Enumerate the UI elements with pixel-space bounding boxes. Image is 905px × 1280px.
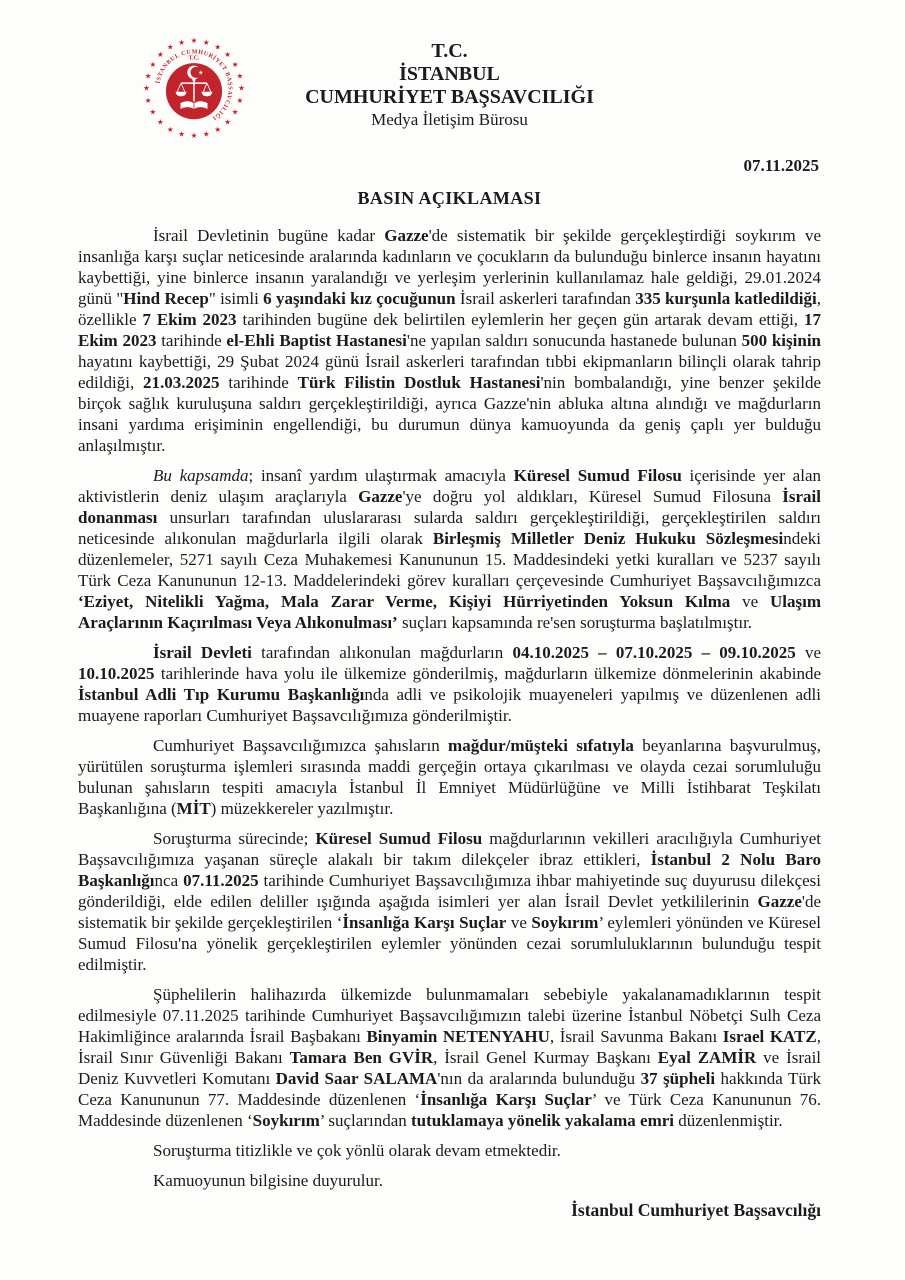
emphasis-text: Soykırım	[531, 913, 599, 932]
emphasis-text: Soykırım	[252, 1111, 320, 1130]
emphasis-text: Tamara Ben GVİR	[289, 1048, 434, 1067]
emphasis-text: MİT	[176, 799, 211, 818]
emphasis-text: Israel KATZ	[722, 1027, 817, 1046]
emphasis-text: ‘Eziyet, Nitelikli Yağma, Mala Zarar Verme, Kişiyi Hürriyetinden Yoksun Kılma	[78, 592, 731, 611]
emphasis-text: Gazze	[384, 226, 429, 245]
svg-text:★: ★	[149, 59, 157, 69]
emphasis-text: el-Ehli Baptist Hastanesi	[226, 331, 407, 350]
paragraph	[78, 225, 821, 456]
seal-tc-text: T.C.	[188, 55, 200, 62]
body-text: düzenlenmiştir.	[674, 1111, 783, 1130]
emphasis-text: Gazze	[757, 892, 802, 911]
emphasis-text: İstanbul Adli Tıp Kurumu Başkanlığı	[78, 685, 365, 704]
body-text: ’ eylemleri yönünden ve Küresel Sumud Filosu'na yönelik gerçekleştirilen eylemler yönünden cezai sorumluluklarının bulunduğu tespit edilmiştir.	[78, 913, 821, 974]
body-text: hakkında Türk Ceza Kanununun 77. Maddesinde düzenlenen ‘	[78, 1069, 821, 1109]
body-text: Soruşturma sürecinde;	[153, 829, 316, 848]
emphasis-text: Ulaşım Araçlarının Kaçırılması Veya Alıkonulması’	[78, 592, 821, 632]
body-text: Cumhuriyet Başsavcılığımızca şahısların	[153, 736, 449, 755]
body-text: beyanlarına başvurulmuş, yürütülen soruşturma işlemleri sırasında maddi gerçeğin ortaya çıkarılması ve olayda cezai sorumluluğu bulunan şahısların tespiti amacıyla İstanbul İl Emniyet Müdürlüğüne ve Milli İstihbarat Teşkilatı Başkanlığına (	[78, 736, 821, 818]
body-text: ’ ve Türk Ceza Kanununun 76. Maddesinde düzenlenen ‘	[78, 1090, 821, 1130]
body-text: tarafından alıkonulan mağdurların	[251, 643, 513, 662]
letterhead-line-city: İSTANBUL	[399, 63, 500, 85]
emphasis-text: Küresel Sumud Filosu	[513, 466, 682, 485]
svg-text:★: ★	[178, 129, 186, 139]
emphasis-text: Türk Filistin Dostluk Hastanesi	[297, 373, 541, 392]
svg-text:★: ★	[214, 42, 222, 52]
svg-text:★: ★	[149, 107, 157, 117]
body-text: tarihinde Cumhuriyet Başsavcılığımıza ihbar mahiyetinde suç duyurusu dilekçesi gönderildiği, elde edilen deliller ışığında aşağıda isimleri yer alan İsrail Devlet yetkililerinin	[78, 871, 822, 911]
emphasis-text: İsrail donanması	[78, 487, 821, 527]
page-title: BASIN AÇIKLAMASI	[357, 188, 542, 208]
emphasis-text: 21.03.2025	[143, 373, 220, 392]
svg-text:★: ★	[144, 71, 152, 81]
body-text: ve İsrail Deniz Kuvvetleri Komutanı	[78, 1048, 822, 1088]
emphasis-text: Eyal ZAMİR	[657, 1048, 757, 1067]
body-text: " isimli	[208, 289, 264, 308]
body-text: içerisinde yer alan aktivistlerin deniz ulaşım araçlarıyla	[78, 466, 821, 506]
emphasis-text: 04.10.2025 – 07.10.2025 – 09.10.2025	[512, 643, 796, 662]
svg-text:★: ★	[190, 131, 198, 141]
emphasis-text: 7 Ekim 2023	[142, 310, 237, 329]
emphasis-text: 07.11.2025	[183, 871, 259, 890]
emphasis-text: Küresel Sumud Filosu	[315, 829, 483, 848]
body-text: , İsrail Sınır Güvenliği Bakanı	[78, 1027, 821, 1067]
svg-text:★: ★	[190, 36, 198, 46]
body-text: tarihinde	[219, 373, 298, 392]
body-text: ; insanî yardım ulaştırmak amacıyla	[248, 466, 514, 485]
body-text: tarihlerinde hava yolu ile ülkemize gönderilmiş, mağdurların ülkemize dönmelerinin akabinde	[154, 664, 821, 683]
emphasis-text: 37 şüpheli	[640, 1069, 716, 1088]
svg-text:★: ★	[236, 71, 244, 81]
body-text: hayatını kaybettiği, 29 Şubat 2024 günü İsrail askerleri tarafından tıbbi ekipmanların bilinçli olarak tahrip edildiği,	[78, 352, 821, 392]
body-text: ndeki düzenlemeler, 5271 sayılı Ceza Muhakemesi Kanununun 15. Maddesindeki yetki kuralları ve 5237 sayılı Türk Ceza Kanununun 12-13. Maddelerindeki görev kuralları çerçevesinde Cumhuriyet Başsavcılığımızca	[78, 529, 821, 590]
svg-text:★: ★	[157, 117, 164, 127]
body-text: Şüphelilerin halihazırda ülkemizde bulunmamaları sebebiyle yakalanamadıklarının tespit edilmesiyle 07.11.2025 tarihinde Cumhuriyet Başsavcılığımızın talebi üzerine İstanbul Nöbetçi Sulh Ceza Hakimliğince aralarında İsrail Başbakanı	[78, 985, 821, 1046]
body-text: , İsrail Savunma Bakanı	[549, 1027, 723, 1046]
svg-text:★: ★	[143, 83, 150, 93]
letterhead-line-bureau: Medya İletişim Bürosu	[371, 110, 528, 129]
svg-text:★: ★	[236, 96, 244, 106]
emphasis-text: David Saar SALAMA	[275, 1069, 438, 1088]
svg-text:★: ★	[178, 37, 186, 47]
svg-text:★: ★	[231, 107, 239, 117]
body-text: ve	[506, 913, 532, 932]
emphasis-text: 500 kişinin	[741, 331, 822, 350]
body-text: 'ye doğru yol aldıkları, Küresel Sumud Filosuna	[402, 487, 783, 506]
body-text: unsurları tarafından uluslararası sularda saldırı gerçekleştirildiği, gerçekleştirilen saldırı neticesinde alıkonulan mağdurlarla ilgili olarak	[78, 508, 821, 548]
paragraph	[78, 735, 821, 819]
body-text: ve	[730, 592, 770, 611]
paragraph	[78, 828, 821, 975]
svg-text:★: ★	[198, 70, 204, 77]
body-text: İsrail askerleri tarafından	[455, 289, 636, 308]
body-text: ) müzekkereler yazılmıştır.	[210, 799, 394, 818]
body-text: 'nın da aralarında bulunduğu	[437, 1069, 641, 1088]
svg-text:★: ★	[231, 59, 239, 69]
body-text: nca	[154, 871, 184, 890]
body-text: 'de sistematik bir şekilde gerçekleştirilen ‘	[78, 892, 821, 932]
emphasis-text: tutuklamaya yönelik yakalama emri	[411, 1111, 675, 1130]
letterhead-line-tc: T.C.	[431, 40, 468, 62]
body-text: 'de sistematik bir şekilde gerçekleştirdiği soykırım ve insanlığa karşı suçlar neticesinde aralarında kadınların ve çocukların da bulunduğu binlerce insanın hayatını kaybettiği, yine binlerce insanın yaralandığı ve yerleşim yerlerinin kullanılamaz hale geldiği, 29.01.2024 günü "	[78, 226, 821, 308]
paragraph	[78, 1140, 821, 1161]
body-text: Kamuoyunun bilgisine duyurulur.	[153, 1171, 383, 1190]
document-header	[78, 34, 821, 146]
svg-text:★: ★	[144, 96, 152, 106]
body-text: 'ne yapılan saldırı sonucunda hastanede bulunan	[406, 331, 742, 350]
emphasis-text: Birleşmiş Milletler Deniz Hukuku Sözleşmesi	[432, 529, 784, 548]
paragraph	[78, 984, 821, 1131]
emphasis-text: İnsanlığa Karşı Suçlar	[420, 1090, 592, 1109]
body-text: mağdurlarının vekilleri aracılığıyla Cumhuriyet Başsavcılığımıza yaşanan süreçle alakalı bir takım dilekçeler ibraz ettikleri,	[78, 829, 821, 869]
body-text: ve	[795, 643, 822, 662]
svg-text:★: ★	[166, 42, 174, 52]
svg-text:★: ★	[202, 37, 210, 47]
paragraph	[78, 465, 821, 633]
svg-text:★: ★	[238, 83, 245, 93]
emphasis-text: mağdur/müşteki sıfatıyla	[448, 736, 634, 755]
emphasis-text: 10.10.2025	[78, 664, 155, 683]
svg-text:★: ★	[224, 50, 231, 60]
body-text: nda adli ve psikolojik muayeneleri yapılmış ve düzenlenen adli muayene raporları Cumhuriyet Başsavcılığımıza gönderilmiştir.	[78, 685, 821, 725]
emphasis-text: İsrail Devleti	[153, 643, 252, 662]
body-text: suçları kapsamında re'sen soruşturma başlatılmıştır.	[397, 613, 753, 632]
signature-line: İstanbul Cumhuriyet Başsavcılığı	[571, 1200, 821, 1220]
svg-text:★: ★	[202, 129, 210, 139]
body-text: Soruşturma titizlikle ve çok yönlü olarak devam etmektedir.	[153, 1141, 561, 1160]
body-text: tarihinde	[156, 331, 227, 350]
document-date: 07.11.2025	[743, 156, 819, 175]
italic-text: Bu kapsamda	[153, 466, 249, 485]
body-text: , İsrail Genel Kurmay Başkanı	[433, 1048, 658, 1067]
svg-text:★: ★	[224, 117, 231, 127]
body-text: tarihinden bugüne dek belirtilen eylemlerin her geçen gün artarak devam ettiği,	[236, 310, 804, 329]
body-text: , özellikle	[78, 289, 821, 329]
emphasis-text: 17 Ekim 2023	[78, 310, 821, 350]
emphasis-text: 335 kurşunla katledildiği	[635, 289, 817, 308]
svg-text:★: ★	[166, 124, 174, 134]
prosecutor-seal-icon	[140, 34, 248, 142]
document-body	[78, 225, 821, 1191]
body-text: 'nin bombalandığı, yine benzer şekilde birçok sağlık kuruluşuna saldırı gerçekleştirildiği, ayrıca Gazze'nin abluka altına alındığı ve mağdurların insani yardıma erişiminin engellendiği, bu durumun dünya kamuoyunda da geniş çaplı yer bulduğu anlaşılmıştır.	[78, 373, 822, 455]
svg-text:★: ★	[214, 124, 222, 134]
emphasis-text: Hind Recep	[123, 289, 209, 308]
letterhead-line-office: CUMHURİYET BAŞSAVCILIĞI	[305, 86, 594, 108]
emphasis-text: Gazze	[358, 487, 403, 506]
seal-ring-text: İSTANBUL CUMHURİYET BAŞSAVCILIĞI	[155, 49, 233, 121]
body-text: İsrail Devletinin bugüne kadar	[153, 226, 385, 245]
body-text: ’ suçlarından	[319, 1111, 411, 1130]
emphasis-text: İstanbul 2 Nolu Baro Başkanlığı	[78, 850, 821, 890]
emphasis-text: İnsanlığa Karşı Suçlar	[342, 913, 507, 932]
svg-text:★: ★	[157, 50, 164, 60]
emphasis-text: 6 yaşındaki kız çocuğunun	[263, 289, 456, 308]
paragraph	[78, 642, 821, 726]
paragraph	[78, 1170, 821, 1191]
emphasis-text: Binyamin NETENYAHU	[366, 1027, 550, 1046]
